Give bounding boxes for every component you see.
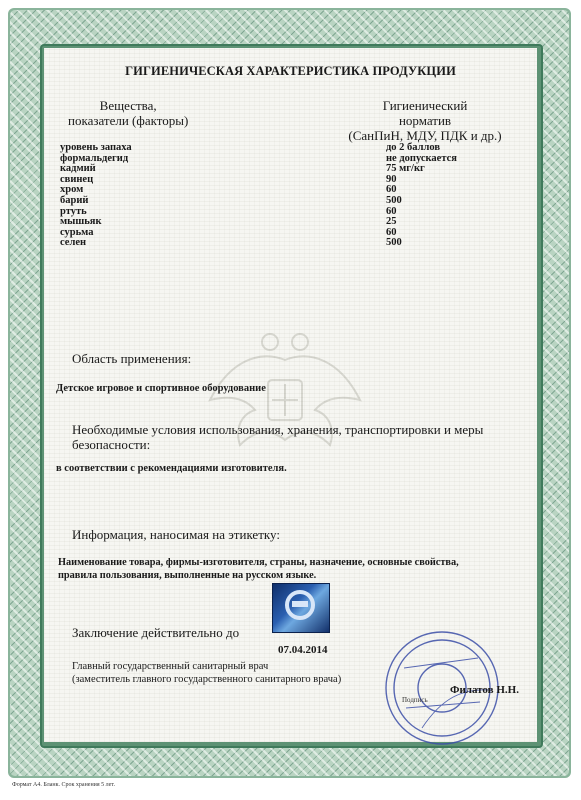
header-norm <box>330 98 520 143</box>
signature-caption: Подпись <box>402 696 428 704</box>
norm-value: 60 <box>386 184 397 196</box>
norm-value: 60 <box>386 226 397 238</box>
table-row <box>60 164 530 175</box>
header-substances <box>68 98 188 128</box>
norm-value: 75 мг/кг <box>386 163 425 175</box>
conditions-value: в соответствии с рекомендациями изготовителя. <box>56 463 287 474</box>
substance-name: свинец <box>60 173 94 185</box>
table-row <box>60 143 530 154</box>
substance-name: ртуть <box>60 205 87 217</box>
table-row <box>60 238 530 249</box>
table-row <box>60 217 530 228</box>
label-info-value: Наименование товара, фирмы-изготовителя, страны, назначение, основные свойства, <box>58 557 459 568</box>
substance-name: селен <box>60 237 87 249</box>
conditions-label-cont: безопасности: <box>72 437 151 452</box>
table-row <box>60 185 530 196</box>
hologram-sticker <box>272 583 330 633</box>
header-norm-line: (СанПиН, МДУ, ПДК и др.) <box>348 128 502 143</box>
substance-name: хром <box>60 184 84 196</box>
norm-value: 25 <box>386 216 397 228</box>
norm-value: 500 <box>386 194 402 206</box>
norm-value: 90 <box>386 173 397 185</box>
header-norm-line: Гигиенический <box>382 98 468 113</box>
conditions-label: Необходимые условия использования, хранения, транспортировки и меры <box>72 422 484 437</box>
norm-value: 60 <box>386 205 397 217</box>
substance-name: мышьяк <box>60 216 102 228</box>
header-substances-line: Вещества, <box>99 98 157 113</box>
table-row <box>60 196 530 207</box>
form-footer: Формат А4. Бланк. Срок хранения 5 лет. <box>12 782 115 788</box>
norm-value: не допускается <box>386 152 457 164</box>
validity-label: Заключение действительно до <box>72 625 240 640</box>
signer-title-cont: (заместитель главного государственного санитарного врача) <box>72 674 342 685</box>
substance-name: сурьма <box>60 226 94 238</box>
scope-value: Детское игровое и спортивное оборудование <box>56 383 266 394</box>
table-row <box>60 175 530 186</box>
validity-date: 07.04.2014 <box>278 644 328 656</box>
substance-name: уровень запаха <box>60 142 132 153</box>
header-substances-line: показатели (факторы) <box>68 113 189 128</box>
double-headed-eagle-emblem-icon <box>200 320 370 470</box>
table-row <box>60 207 530 218</box>
norm-value: 500 <box>386 237 402 249</box>
hologram-bar-icon <box>292 601 308 607</box>
substance-name: формальдегид <box>60 152 129 164</box>
norm-value: до 2 баллов <box>386 142 441 153</box>
signer-title: Главный государственный санитарный врач <box>72 661 269 672</box>
header-norm-line: норматив <box>398 113 452 128</box>
table-row <box>60 154 530 165</box>
scope-label: Область применения: <box>72 351 192 366</box>
substances-table <box>60 143 530 249</box>
substance-name: кадмий <box>60 163 96 175</box>
document-title: ГИГИЕНИЧЕСКАЯ ХАРАКТЕРИСТИКА ПРОДУКЦИИ <box>125 64 456 78</box>
substance-name: барий <box>60 194 89 206</box>
signer-name: Филатов Н.Н. <box>450 684 519 696</box>
table-row <box>60 228 530 239</box>
label-info-label: Информация, наносимая на этикетку: <box>72 527 280 542</box>
label-info-value-cont: правила пользования, выполненные на русском языке. <box>58 570 317 581</box>
